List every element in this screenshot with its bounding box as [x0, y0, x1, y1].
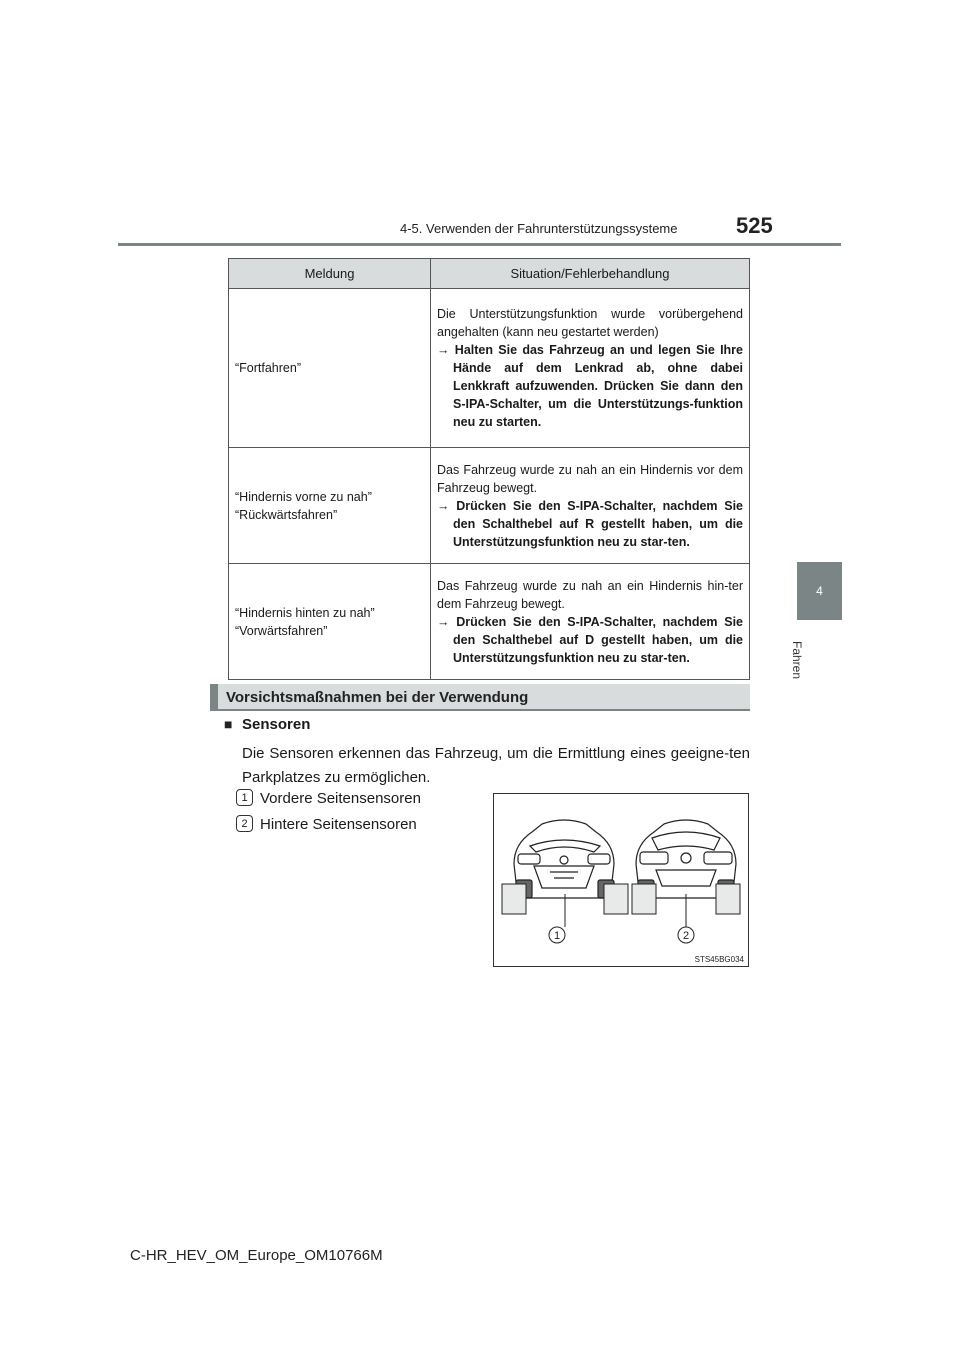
front-sensor-zone-left: [502, 884, 526, 914]
message-text: “Rückwärtsfahren”: [235, 507, 338, 522]
sensors-description: Die Sensoren erkennen das Fahrzeug, um die Ermittlung eines geeigne-ten Parkplatzes zu ermöglichen.: [242, 745, 750, 786]
callout-label-2: 2: [682, 930, 690, 942]
action-text: → Halten Sie das Fahrzeug an und legen Sie Ihre Hände auf dem Lenkrad ab, ohne dabei Lenkkraft aufzuwenden. Drücken Sie dann den S-IPA-Schalter, um die Unterstützungs-funktion neu zu starten.: [437, 343, 743, 429]
figure-code: STS45BG034: [694, 955, 744, 964]
table-header-situation: Situation/Fehlerbehandlung: [431, 259, 750, 289]
table-row: [229, 289, 750, 448]
message-text: “Hindernis vorne zu nah”: [235, 489, 372, 504]
callout-label-1: 1: [553, 930, 561, 942]
car-front-view-icon: [514, 820, 614, 898]
front-sensor-zone-right: [604, 884, 628, 914]
message-text: “Vorwärtsfahren”: [235, 623, 328, 638]
section-title: Vorsichtsmaßnahmen bei der Verwendung: [226, 689, 529, 706]
section-underline: [210, 709, 750, 711]
message-text: “Fortfahren”: [235, 361, 301, 375]
table-row: [229, 448, 750, 564]
table-header-message: Meldung: [229, 259, 431, 289]
callout-number-1: 1: [236, 789, 253, 806]
square-bullet-icon: ■: [224, 716, 233, 732]
situation-text: Das Fahrzeug wurde zu nah an ein Hindernis vor dem Fahrzeug bewegt.: [437, 462, 743, 495]
chapter-number: 4: [816, 584, 823, 598]
page-number: 525: [736, 213, 773, 238]
action-text: → Drücken Sie den S-IPA-Schalter, nachdem Sie den Schalthebel auf D gestellt haben, um die Unterstützungsfunktion neu zu star-ten.: [437, 614, 743, 665]
table-row: [229, 564, 750, 680]
callout-number-2: 2: [236, 815, 253, 832]
section-header-accent: [210, 684, 218, 710]
header-divider: [118, 243, 841, 246]
footer-doc-id: C-HR_HEV_OM_Europe_OM10766M: [130, 1247, 383, 1264]
message-table: [228, 258, 750, 680]
header-section-title: 4-5. Verwenden der Fahrunterstützungssysteme: [400, 221, 678, 236]
chapter-tab[interactable]: [797, 562, 842, 620]
rear-sensor-zone-left: [632, 884, 656, 914]
sensors-heading: Sensoren: [242, 716, 311, 733]
situation-text: Die Unterstützungsfunktion wurde vorübergehend angehalten (kann neu gestartet werden): [437, 307, 743, 339]
sensor-figure: [493, 793, 749, 967]
situation-text: Das Fahrzeug wurde zu nah an ein Hindernis hin-ter dem Fahrzeug bewegt.: [437, 578, 743, 611]
message-text: “Hindernis hinten zu nah”: [235, 605, 375, 620]
legend-front-sensors: Vordere Seitensensoren: [260, 790, 421, 807]
rear-sensor-zone-right: [716, 884, 740, 914]
legend-rear-sensors: Hintere Seitensensoren: [260, 816, 417, 833]
action-text: → Drücken Sie den S-IPA-Schalter, nachdem Sie den Schalthebel auf R gestellt haben, um die Unterstützungsfunktion neu zu star-ten.: [437, 498, 743, 549]
chapter-name: Fahren: [790, 640, 804, 680]
